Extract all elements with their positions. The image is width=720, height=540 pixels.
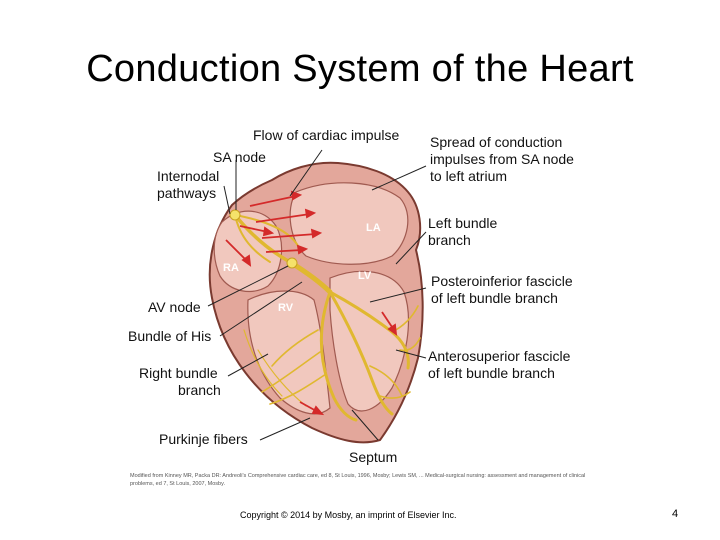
label-anterosuperior-line1: Anterosuperior fascicle — [428, 348, 571, 364]
left-atrium — [290, 183, 408, 264]
label-spread-line2: impulses from SA node — [430, 151, 574, 167]
chamber-label-ra: RA — [223, 262, 239, 274]
copyright-footer: Copyright © 2014 by Mosby, an imprint of Elsevier Inc. — [240, 510, 457, 520]
chamber-label-rv: RV — [278, 302, 294, 314]
label-internodal-line1: Internodal — [157, 168, 220, 184]
label-right-bundle-line1: Right bundle — [139, 365, 218, 381]
label-anterosuperior-line2: of left bundle branch — [428, 365, 555, 381]
label-internodal-line2: pathways — [157, 185, 217, 201]
label-av-node: AV node — [148, 299, 201, 315]
label-right-bundle-line2: branch — [178, 382, 221, 398]
label-left-bundle-line2: branch — [428, 232, 471, 248]
label-purkinje-fibers: Purkinje fibers — [159, 431, 248, 447]
label-left-bundle-line1: Left bundle — [428, 215, 498, 231]
label-posteroinferior-line1: Posteroinferior fascicle — [431, 273, 573, 289]
image-credit: Modified from Kinney MR, Packa DR: Andreoli's Comprehensive cardiac care, ed 8, St Louis, 1996, Mosby; Lewis SM, ... Medical-surgical nursing: assessment and management of clinical problems, ed 7, St Louis, 2007, Mosby. — [130, 473, 586, 487]
label-spread-line1: Spread of conduction — [430, 134, 563, 150]
label-flow-of-cardiac-impulse: Flow of cardiac impulse — [253, 127, 400, 143]
slide-title: Conduction System of the Heart — [86, 48, 634, 90]
label-bundle-of-his: Bundle of His — [128, 328, 212, 344]
label-spread-line3: to left atrium — [430, 168, 508, 184]
chamber-label-la: LA — [366, 222, 381, 234]
label-septum: Septum — [349, 449, 398, 465]
page-number: 4 — [672, 508, 679, 520]
chamber-label-lv: LV — [358, 270, 372, 282]
label-posteroinferior-line2: of left bundle branch — [431, 290, 558, 306]
label-sa-node: SA node — [213, 149, 266, 165]
